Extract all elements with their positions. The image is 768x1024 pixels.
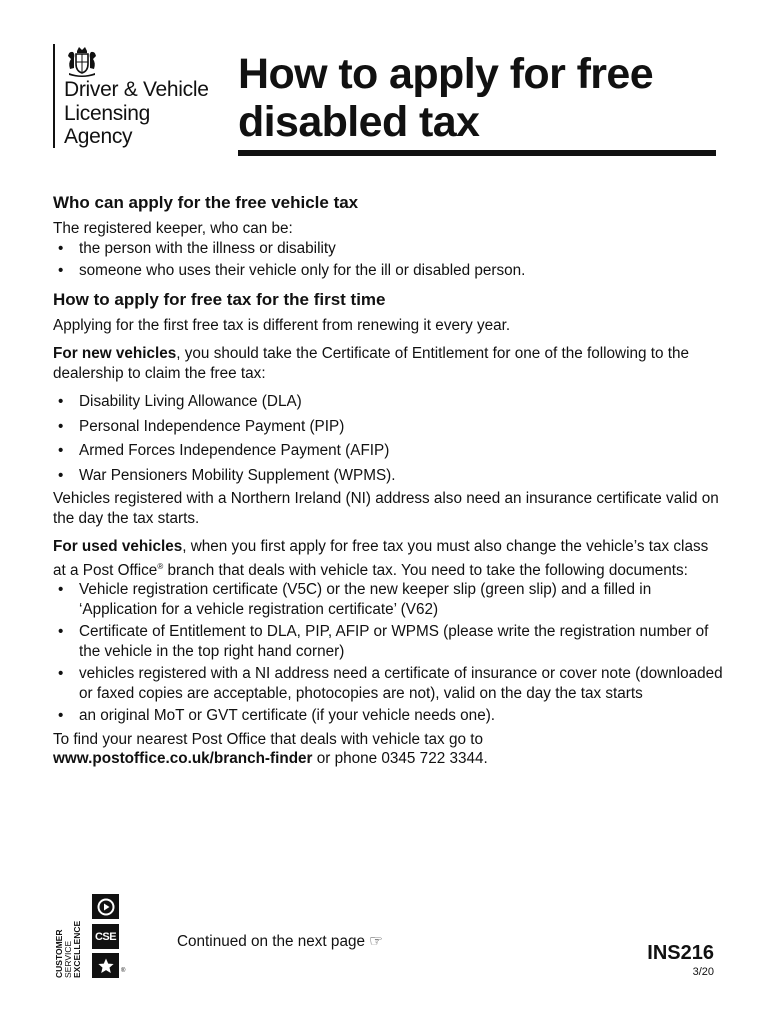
- list-item: • Armed Forces Independence Payment (AFIP): [53, 441, 723, 461]
- post-office-paragraph: [53, 730, 723, 769]
- customer-service-excellence-logo: [53, 894, 133, 978]
- list-item: • the person with the illness or disability: [53, 239, 723, 259]
- cse-label-line: EXCELLENCE: [72, 920, 82, 978]
- list-item: • vehicles registered with a NI address need a certificate of insurance or cover note (downloaded or faxed copies are acceptable, photocopies are not), valid on the day the tax starts: [53, 664, 723, 703]
- page-title-line: How to apply for free: [238, 50, 654, 98]
- agency-name-line: Driver & Vehicle: [64, 78, 209, 101]
- list-item: • Personal Independence Payment (PIP): [53, 417, 723, 437]
- cse-label-line: SERVICE: [63, 940, 73, 978]
- list-item: • an original MoT or GVT certificate (if your vehicle needs one).: [53, 706, 723, 726]
- first-time-intro: Applying for the first free tax is different from renewing it every year.: [53, 316, 511, 334]
- cse-label: [53, 894, 85, 978]
- post-office-phone: or phone 0345 722 3344.: [312, 750, 488, 768]
- used-vehicles-label: For used vehicles: [53, 538, 183, 555]
- eligibility-list: [53, 239, 723, 281]
- section-heading-eligibility: Who can apply for the free vehicle tax: [53, 193, 359, 212]
- dvla-logo: [53, 44, 209, 148]
- agency-name: [64, 78, 234, 149]
- agency-name-line: Agency: [64, 125, 133, 148]
- form-code: INS216: [647, 942, 714, 964]
- page-title: [238, 50, 653, 146]
- continued-note: Continued on the next page ☞: [177, 933, 383, 950]
- documents-list: [53, 580, 723, 726]
- play-icon: [92, 894, 119, 919]
- section-heading-first-time: How to apply for free tax for the first time: [53, 289, 386, 309]
- cse-badge: CSE: [92, 924, 119, 949]
- page-title-line: disabled tax: [238, 98, 480, 146]
- royal-crest-icon: [65, 44, 99, 78]
- cse-label-line: CUSTOMER: [54, 929, 64, 978]
- used-vehicles-text: , when you first apply for free tax you must also change the vehicle’s tax class at a Post Office: [53, 538, 709, 579]
- used-vehicles-text-cont: branch that deals with vehicle tax. You need to take the following documents:: [163, 561, 688, 579]
- post-office-text: To find your nearest Post Office that deals with vehicle tax go to: [53, 730, 483, 748]
- new-vehicles-label: For new vehicles: [53, 345, 177, 362]
- list-item: • Certificate of Entitlement to DLA, PIP, AFIP or WPMS (please write the registration number of the vehicle in the top right hand corner): [53, 622, 723, 661]
- star-icon: [92, 953, 119, 978]
- cse-registered-mark: ®: [121, 968, 126, 974]
- new-vehicles-paragraph: [53, 344, 723, 383]
- benefits-list: [53, 392, 723, 485]
- list-item: • War Pensioners Mobility Supplement (WPMS).: [53, 466, 723, 486]
- list-item: • someone who uses their vehicle only for the ill or disabled person.: [53, 261, 723, 281]
- form-date: 3/20: [692, 966, 714, 978]
- document-body: [53, 193, 723, 769]
- title-divider: [238, 150, 716, 156]
- list-item: • Vehicle registration certificate (V5C) or the new keeper slip (green slip) and a filled in ‘Application for a vehicle registration certificate’ (V62): [53, 580, 723, 619]
- eligibility-intro: The registered keeper, who can be:: [53, 220, 293, 237]
- ni-insurance-note: Vehicles registered with a Northern Ireland (NI) address also need an insurance certificate valid on the day the tax starts.: [53, 490, 719, 527]
- list-item: • Disability Living Allowance (DLA): [53, 392, 723, 412]
- new-vehicles-text: , you should take the Certificate of Entitlement for one of the following to the dealership to claim the free tax:: [53, 345, 690, 382]
- branch-finder-link[interactable]: www.postoffice.co.uk/branch-finder: [53, 750, 313, 768]
- used-vehicles-paragraph: [53, 537, 723, 580]
- registered-mark: ®: [157, 561, 164, 571]
- agency-name-line: Licensing: [64, 101, 151, 125]
